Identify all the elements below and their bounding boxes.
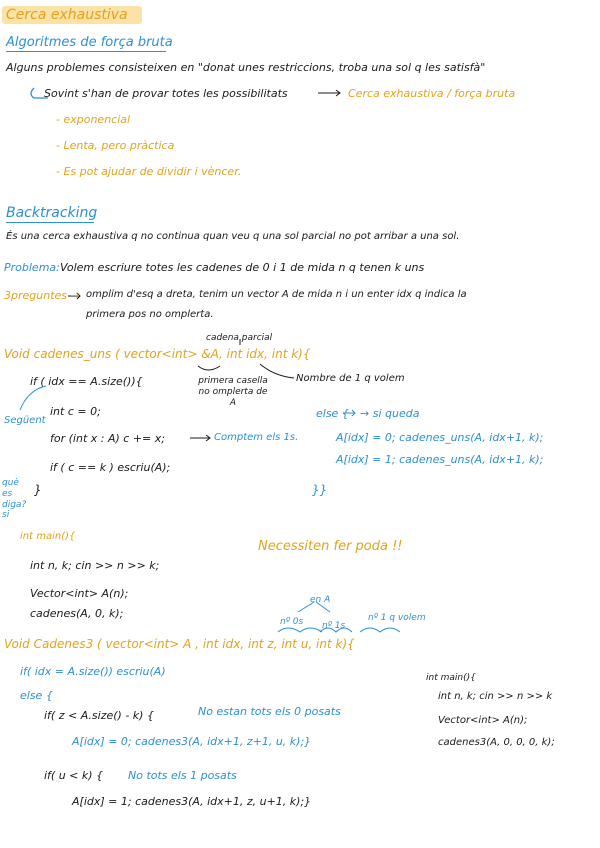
label-seguent: Següent [4, 415, 46, 426]
bullet-3: - Es pot ajudar de dividir i vèncer. [56, 165, 242, 178]
else-line: else { [316, 407, 349, 420]
code3-assign-1: A[idx] = 1; cadenes3(A, idx+1, z, u+1, k);} [72, 795, 312, 808]
else-note: → si queda [360, 407, 420, 420]
main3-line-2: int n, k; cin >> n >> k [438, 691, 553, 702]
main3-line-4: cadenes3(A, 0, 0, 0, k); [438, 737, 555, 748]
main1-line-4: cadenes(A, 0, k); [30, 607, 124, 620]
problem-text: Volem escriure totes les cadenes de 0 i 1 de mida n q tenen k uns [60, 261, 425, 274]
note-pruning: Necessiten fer poda !! [258, 539, 403, 554]
questions-line-1: omplim d'esq a dreta, tenim un vector A de mida n i un enter idx q indica la [86, 289, 467, 300]
main3-line-1: int main(){ [426, 673, 476, 683]
code3-signature: Void Cadenes3 ( vector<int> A , int idx, int z, int u, int k){ [4, 637, 355, 651]
note-partial-string: cadena parcial [206, 333, 273, 343]
section-heading-backtracking: Backtracking [6, 205, 98, 221]
note-ones-missing: No tots els 1 posats [128, 769, 237, 782]
else-assign-0: A[idx] = 0; cadenes_uns(A, idx+1, k); [336, 431, 544, 444]
code3-else: else { [20, 689, 53, 702]
note-zeros: nº 0s [280, 617, 304, 627]
main1-line-1: int main(){ [20, 531, 76, 542]
else-close-braces: }} [312, 483, 328, 497]
page-title: Cerca exhaustiva [6, 7, 128, 23]
questions-line-2: primera pos no omplerta. [86, 309, 214, 320]
side-note: què es diga? si [2, 478, 27, 521]
intro-text: Alguns problemes consisteixen en "donat unes restriccions, troba una sol q les satisfà" [6, 61, 486, 74]
note-in-a: en A [310, 595, 331, 605]
note-k-ones: Nombre de 1 q volem [296, 373, 405, 384]
code1-signature: Void cadenes_uns ( vector<int> &A, int idx, int k){ [4, 347, 311, 361]
code3-if-size: if( idx = A.size()) escriu(A) [20, 665, 166, 678]
note-first-cell: primera casella no omplerta de A [198, 376, 268, 408]
main1-line-2: int n, k; cin >> n >> k; [30, 559, 160, 572]
code1-brace: } [34, 483, 42, 497]
note-zeros-missing: No estan tots els 0 posats [198, 705, 341, 718]
note-count-ones: Comptem els 1s. [214, 432, 299, 443]
backtracking-definition: És una cerca exhaustiva q no continua quan veu q una sol parcial no pot arribar a una sol. [6, 231, 460, 242]
code3-assign-0: A[idx] = 0; cadenes3(A, idx+1, z+1, u, k);} [72, 735, 312, 748]
questions-label: 3preguntes → [4, 289, 80, 302]
code1-int-c: int c = 0; [50, 405, 101, 418]
code1-if-c-k: if ( c == k ) escriu(A); [50, 461, 171, 474]
arrow-result: Cerca exhaustiva / força bruta [348, 87, 516, 100]
code3-if-z: if( z < A.size() - k) { [44, 709, 154, 722]
bullet-1: - exponencial [56, 113, 131, 126]
problem-label: Problema: [4, 261, 60, 274]
main3-line-3: Vector<int> A(n); [438, 715, 528, 726]
else-assign-1: A[idx] = 1; cadenes_uns(A, idx+1, k); [336, 453, 544, 466]
code1-for-loop: for (int x : A) c += x; [50, 432, 165, 445]
arrow-text: Sovint s'han de provar totes les possibilitats [44, 87, 288, 100]
note-ones-wanted: nº 1 q volem [368, 613, 426, 623]
backtracking-underline [6, 222, 94, 223]
code1-if-size: if ( idx == A.size()){ [30, 375, 143, 388]
code3-if-u: if( u < k) { [44, 769, 104, 782]
section-heading-brute-force: Algoritmes de força bruta [6, 35, 173, 50]
main1-line-3: Vector<int> A(n); [30, 587, 129, 600]
note-ones: nº 1s [322, 621, 346, 631]
bullet-2: - Lenta, pero pràctica [56, 139, 175, 152]
